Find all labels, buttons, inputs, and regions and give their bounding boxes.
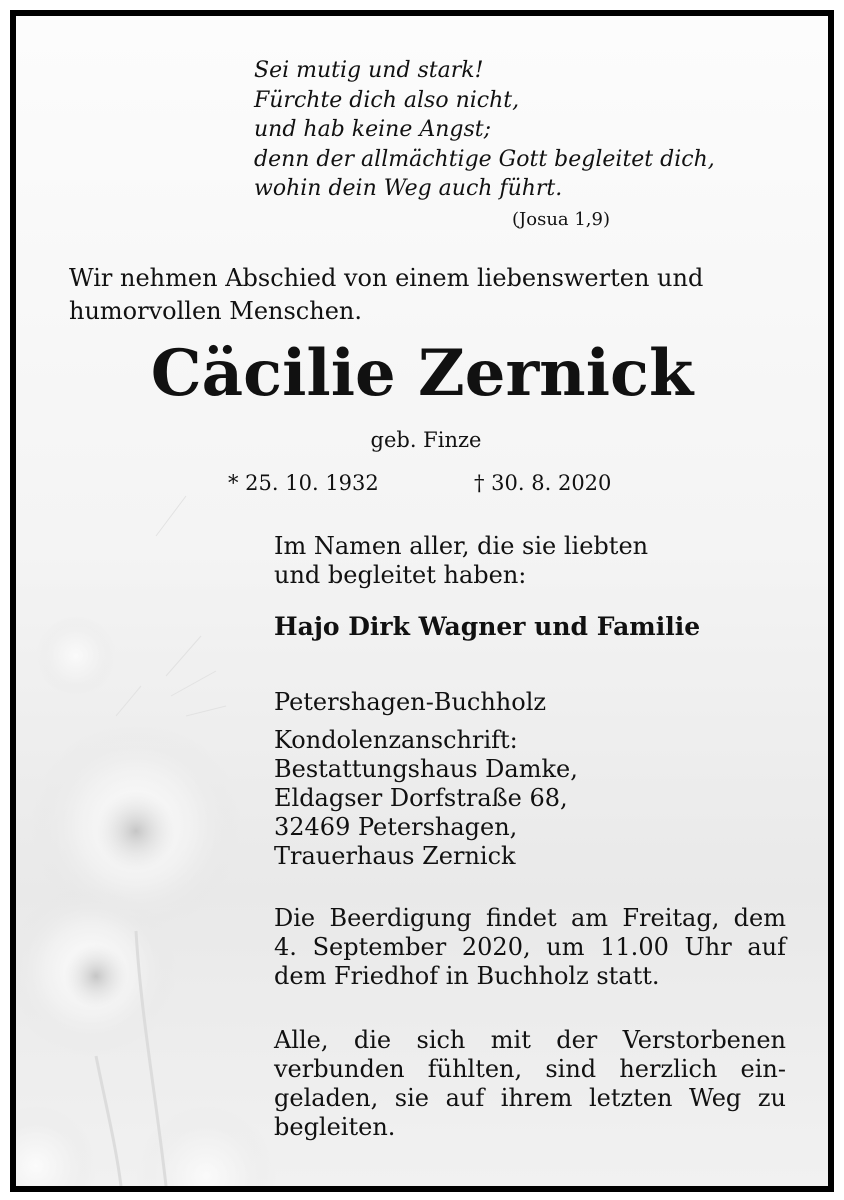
verse-line: Fürchte dich also nicht, [254, 87, 520, 113]
invite-line: geladen, sie auf ihrem letzten Weg zu [274, 1084, 786, 1112]
funeral-line: 4. September 2020, um 11.00 Uhr auf [274, 933, 786, 961]
birth-date: * 25. 10. 1932 [228, 471, 379, 495]
seed-strands [116, 496, 226, 716]
verse-reference: (Josua 1,9) [512, 209, 611, 230]
condolence-line: Bestattungshaus Damke, [274, 755, 578, 783]
dandelion-stem [96, 1056, 121, 1186]
mourners-family: Hajo Dirk Wagner und Familie [274, 612, 701, 641]
invite-line: verbunden fühlten, sind herzlich ein- [274, 1055, 786, 1083]
dandelion-puff [36, 616, 116, 696]
dandelion-puff [16, 1106, 96, 1186]
death-date: † 30. 8. 2020 [474, 471, 612, 495]
condolence-line: 32469 Petershagen, [274, 813, 518, 841]
invite-line: Alle, die sich mit der Verstorbenen [274, 1026, 786, 1054]
mourners-intro-line: und begleitet haben: [274, 561, 527, 589]
verse-line: Sei mutig und stark! [254, 58, 484, 83]
condolence-line: Kondolenzanschrift: [274, 726, 518, 754]
deceased-name: Cäcilie Zernick [150, 336, 694, 411]
funeral-notice [274, 904, 786, 991]
funeral-line: dem Friedhof in Buchholz statt. [274, 962, 660, 990]
condolence-line: Trauerhaus Zernick [274, 842, 516, 870]
maiden-name: geb. Finze [370, 428, 482, 452]
invitation-text [274, 1026, 786, 1142]
funeral-line: Die Beerdigung findet am Freitag, dem [274, 904, 786, 932]
condolence-address [274, 726, 786, 871]
mourners-place: Petershagen-Buchholz [274, 688, 547, 716]
verse-line: und hab keine Angst; [254, 117, 492, 142]
verse-line: denn der allmächtige Gott begleitet dich, [254, 146, 715, 172]
condolence-line: Eldagser Dorfstraße 68, [274, 784, 568, 812]
obituary-frame [10, 10, 834, 1192]
dandelion-core [64, 944, 128, 1008]
verse-block [254, 56, 715, 204]
dandelion-core [96, 791, 176, 871]
invite-line: begleiten. [274, 1113, 396, 1141]
mourners-intro-line: Im Namen aller, die sie liebten [274, 532, 649, 560]
mourners-intro [274, 532, 786, 590]
farewell-text: Wir nehmen Abschied von einem liebenswerten und humorvollen Menschen. [69, 264, 704, 325]
verse-line: wohin dein Weg auch führt. [254, 176, 563, 201]
